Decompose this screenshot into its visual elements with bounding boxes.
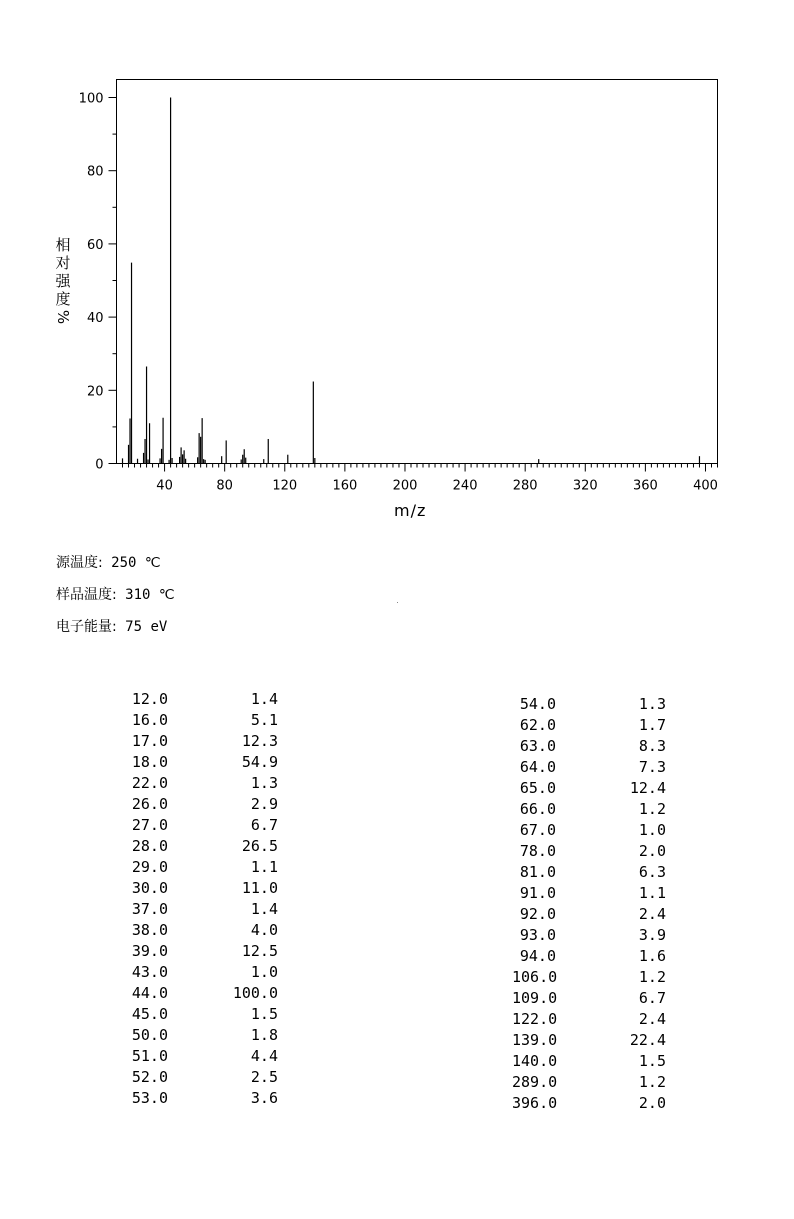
- table-row: [512, 988, 666, 1009]
- y-tick-label: 100: [78, 91, 104, 107]
- sample-temperature: [56, 584, 175, 604]
- table-row: [512, 904, 666, 925]
- table-row: [124, 1088, 278, 1109]
- mz-value: 289.0: [512, 1073, 558, 1091]
- x-tick-label: 120: [272, 478, 298, 494]
- table-row: [512, 1072, 666, 1093]
- mz-value: 109.0: [512, 989, 558, 1007]
- mz-value: 12.0: [131, 690, 168, 708]
- table-row: [124, 794, 278, 815]
- y-label-char: 度: [55, 290, 71, 308]
- intensity-value: 1.2: [638, 1073, 666, 1091]
- table-row: [124, 1004, 278, 1025]
- mz-value: 39.0: [131, 942, 168, 960]
- table-row: [512, 736, 666, 757]
- y-tick-label: 60: [86, 237, 104, 253]
- table-row: [124, 962, 278, 983]
- spectrum-peaks: [123, 98, 700, 464]
- electron-energy-label: 电子能量:: [56, 619, 117, 635]
- mz-value: 22.0: [131, 774, 168, 792]
- intensity-value: 1.5: [250, 1005, 278, 1023]
- intensity-value: 1.5: [638, 1052, 666, 1070]
- intensity-value: 12.3: [241, 732, 278, 750]
- electron-energy-value: 75 eV: [125, 619, 168, 635]
- mz-value: 67.0: [519, 821, 556, 839]
- table-row: [512, 1009, 666, 1030]
- intensity-value: 6.7: [638, 989, 666, 1007]
- mz-value: 50.0: [131, 1026, 168, 1044]
- intensity-value: 4.4: [250, 1047, 278, 1065]
- mz-value: 139.0: [512, 1031, 558, 1049]
- mz-value: 16.0: [131, 711, 168, 729]
- intensity-value: 1.3: [638, 695, 666, 713]
- intensity-value: 6.3: [638, 863, 666, 881]
- table-row: [512, 862, 666, 883]
- intensity-value: 1.8: [250, 1026, 278, 1044]
- table-row: [124, 1046, 278, 1067]
- table-row: [512, 820, 666, 841]
- table-row: [124, 836, 278, 857]
- x-tick-label: 240: [452, 478, 478, 494]
- mz-value: 81.0: [519, 863, 556, 881]
- intensity-value: 1.3: [250, 774, 278, 792]
- y-tick-label: 80: [86, 164, 104, 180]
- intensity-value: 2.5: [250, 1068, 278, 1086]
- mz-value: 62.0: [519, 716, 556, 734]
- intensity-value: 22.4: [629, 1031, 666, 1049]
- intensity-value: 2.4: [638, 1010, 666, 1028]
- mz-value: 27.0: [131, 816, 168, 834]
- x-tick-label: 160: [332, 478, 358, 494]
- mz-value: 52.0: [131, 1068, 168, 1086]
- peak-table-left: [124, 689, 278, 1109]
- mz-value: 38.0: [131, 921, 168, 939]
- intensity-value: 7.3: [638, 758, 666, 776]
- mz-value: 91.0: [519, 884, 556, 902]
- mz-value: 92.0: [519, 905, 556, 923]
- intensity-value: 5.1: [250, 711, 278, 729]
- intensity-value: 3.6: [250, 1089, 278, 1107]
- intensity-value: 1.0: [250, 963, 278, 981]
- mz-value: 396.0: [512, 1094, 558, 1112]
- plot-frame: [117, 80, 718, 464]
- table-row: [124, 815, 278, 836]
- intensity-value: 1.4: [250, 690, 278, 708]
- table-row: [124, 710, 278, 731]
- intensity-value: 1.2: [638, 968, 666, 986]
- source-temperature-label: 源温度:: [56, 555, 103, 571]
- table-row: [512, 799, 666, 820]
- sample-temperature-value: 310 ℃: [125, 587, 175, 603]
- intensity-value: 2.4: [638, 905, 666, 923]
- mz-value: 122.0: [512, 1010, 558, 1028]
- mz-value: 30.0: [131, 879, 168, 897]
- y-axis: [79, 92, 117, 473]
- mz-value: 94.0: [519, 947, 556, 965]
- table-row: [124, 752, 278, 773]
- table-row: [124, 857, 278, 878]
- table-row: [124, 731, 278, 752]
- intensity-value: 100.0: [232, 984, 278, 1002]
- mz-value: 53.0: [131, 1089, 168, 1107]
- table-row: [512, 841, 666, 862]
- x-tick-label: 80: [216, 478, 233, 494]
- intensity-value: 1.7: [638, 716, 666, 734]
- table-row: [124, 941, 278, 962]
- sample-temperature-label: 样品温度:: [56, 587, 117, 603]
- intensity-value: 1.0: [638, 821, 666, 839]
- x-tick-label: 280: [512, 478, 538, 494]
- table-row: [512, 778, 666, 799]
- x-tick-label: 40: [156, 478, 173, 494]
- table-row: [124, 878, 278, 899]
- y-tick-label: 0: [95, 457, 104, 473]
- peak-table-right: [512, 694, 666, 1114]
- intensity-value: 4.0: [250, 921, 278, 939]
- x-tick-label: 200: [392, 478, 418, 494]
- mz-value: 18.0: [131, 753, 168, 771]
- mz-value: 29.0: [131, 858, 168, 876]
- table-row: [512, 715, 666, 736]
- table-row: [512, 925, 666, 946]
- mz-value: 37.0: [131, 900, 168, 918]
- x-tick-label: 400: [693, 478, 718, 494]
- intensity-value: 1.2: [638, 800, 666, 818]
- mz-value: 140.0: [512, 1052, 558, 1070]
- intensity-value: 12.4: [629, 779, 666, 797]
- y-tick-label: 40: [86, 311, 104, 327]
- table-row: [124, 689, 278, 710]
- table-row: [124, 899, 278, 920]
- intensity-value: 3.9: [638, 926, 666, 944]
- table-row: [124, 983, 278, 1004]
- y-axis-label: [54, 236, 72, 326]
- table-row: [512, 1030, 666, 1051]
- intensity-value: 1.4: [250, 900, 278, 918]
- intensity-value: 26.5: [241, 837, 278, 855]
- y-label-char: 强: [55, 272, 71, 290]
- mz-value: 51.0: [131, 1047, 168, 1065]
- intensity-value: 6.7: [250, 816, 278, 834]
- table-row: [512, 883, 666, 904]
- intensity-value: 2.0: [638, 1094, 666, 1112]
- mz-value: 66.0: [519, 800, 556, 818]
- table-row: [512, 694, 666, 715]
- table-row: [124, 1025, 278, 1046]
- y-label-char: 相: [55, 236, 71, 254]
- source-temperature: [56, 552, 161, 572]
- electron-energy: [56, 616, 167, 636]
- mz-value: 65.0: [519, 779, 556, 797]
- intensity-value: 2.0: [638, 842, 666, 860]
- intensity-value: 2.9: [250, 795, 278, 813]
- y-label-char: 对: [55, 254, 71, 272]
- x-axis: [123, 464, 718, 494]
- source-temperature-value: 250 ℃: [111, 555, 161, 571]
- intensity-value: 8.3: [638, 737, 666, 755]
- x-axis-label: m/z: [394, 501, 427, 520]
- table-row: [124, 920, 278, 941]
- table-row: [124, 773, 278, 794]
- mz-value: 45.0: [131, 1005, 168, 1023]
- table-row: [512, 757, 666, 778]
- table-row: [512, 1093, 666, 1114]
- mass-spectrum-chart: [0, 0, 794, 530]
- mz-value: 28.0: [131, 837, 168, 855]
- mz-value: 54.0: [519, 695, 556, 713]
- intensity-value: 11.0: [241, 879, 278, 897]
- intensity-value: 12.5: [241, 942, 278, 960]
- mz-value: 17.0: [131, 732, 168, 750]
- mz-value: 43.0: [131, 963, 168, 981]
- mz-value: 106.0: [512, 968, 558, 986]
- intensity-value: 1.1: [638, 884, 666, 902]
- y-label-char: %: [54, 309, 72, 325]
- table-row: [512, 1051, 666, 1072]
- intensity-value: 54.9: [241, 753, 278, 771]
- y-tick-label: 20: [86, 384, 104, 400]
- x-tick-label: 320: [572, 478, 598, 494]
- mz-value: 26.0: [131, 795, 168, 813]
- mz-value: 93.0: [519, 926, 556, 944]
- mz-value: 78.0: [519, 842, 556, 860]
- table-row: [512, 967, 666, 988]
- x-tick-label: 360: [632, 478, 658, 494]
- stray-dot: [397, 602, 398, 603]
- mz-value: 44.0: [131, 984, 168, 1002]
- mz-value: 64.0: [519, 758, 556, 776]
- table-row: [124, 1067, 278, 1088]
- mz-value: 63.0: [519, 737, 556, 755]
- intensity-value: 1.6: [638, 947, 666, 965]
- table-row: [512, 946, 666, 967]
- intensity-value: 1.1: [250, 858, 278, 876]
